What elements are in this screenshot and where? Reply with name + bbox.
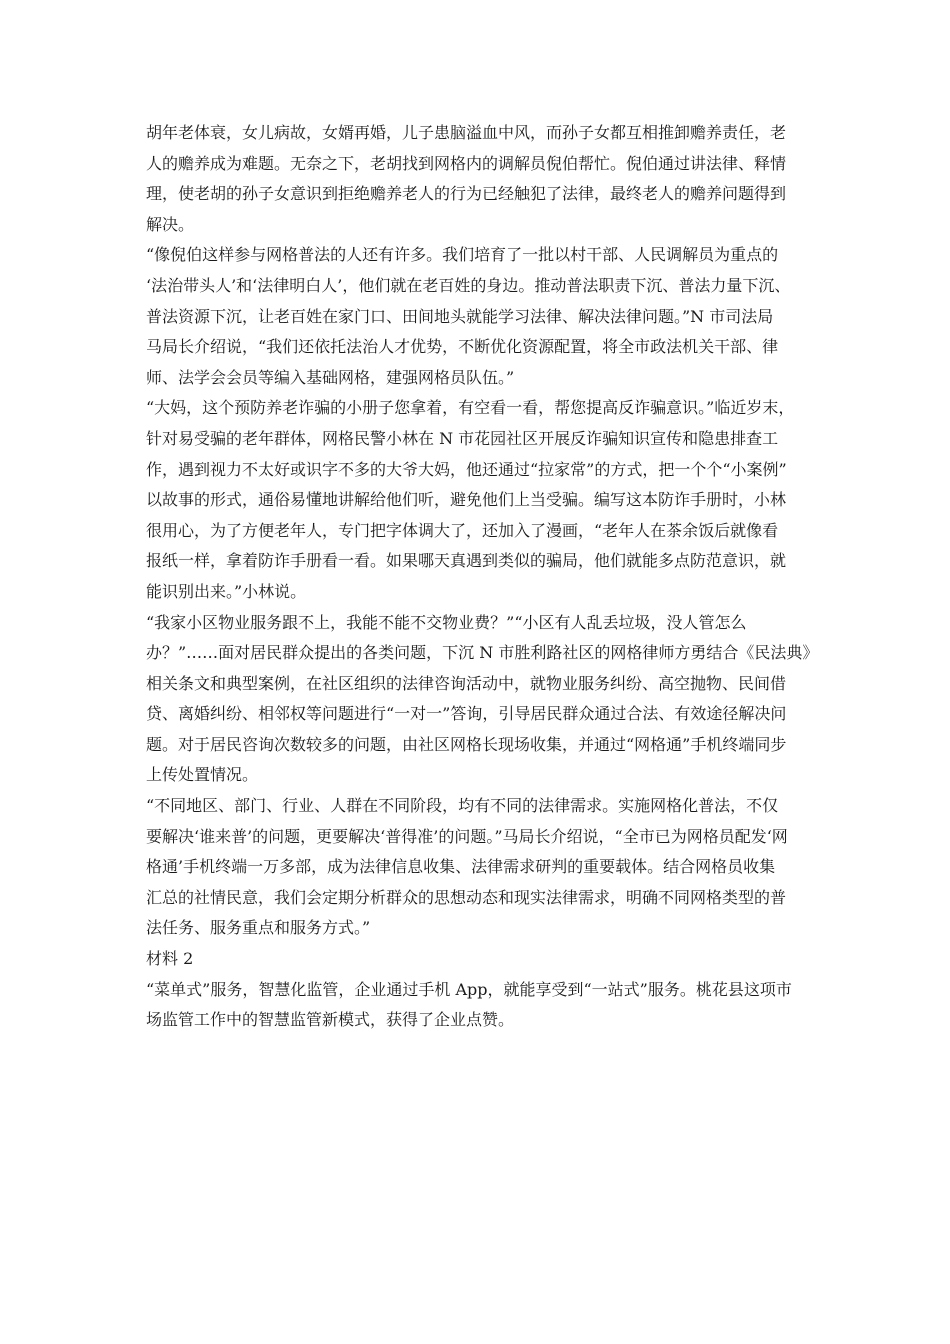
text-line: 能识别出来。”小林说。: [146, 581, 307, 601]
text-line: 马局长介绍说，“我们还依托法治人才优势，不断优化资源配置，将全市政法机关干部、律: [146, 337, 779, 357]
text-line: 贷、离婚纠纷、相邻权等问题进行“一对一”答询，引导居民群众通过合法、有效途径解决问: [146, 704, 787, 724]
text-line: 场监管工作中的智慧监管新模式，获得了企业点赞。: [146, 1010, 515, 1030]
text-line: 普法资源下沉，让老百姓在家门口、田间地头就能学习法律、解决法律问题。”N 市司法局: [146, 306, 774, 326]
text-line: 相关条文和典型案例，在社区组织的法律咨询活动中，就物业服务纠纷、高空抛物、民间借: [146, 673, 787, 693]
text-line: 很用心，为了方便老年人，专门把字体调大了，还加入了漫画，“老年人在茶余饭后就像看: [146, 520, 779, 540]
text-line: “像倪伯这样参与网格普法的人还有许多。我们培育了一批以村干部、人民调解员为重点的: [146, 245, 779, 265]
text-line: 作，遇到视力不太好或识字不多的大爷大妈，他还通过“拉家常”的方式，把一个个“小案例”: [146, 459, 787, 479]
text-line: 题。对于居民咨询次数较多的问题，由社区网格长现场收集，并通过“网格通”手机终端同步: [146, 734, 787, 754]
text-line: 师、法学会会员等编入基础网格，建强网格员队伍。”: [146, 367, 515, 387]
text-line: 以故事的形式，通俗易懂地讲解给他们听，避免他们上当受骗。编写这本防诈手册时，小林: [146, 490, 787, 510]
text-line: 材料 2: [146, 949, 194, 969]
text-line: 解决。: [146, 214, 195, 234]
text-line: 汇总的社情民意，我们会定期分析群众的思想动态和现实法律需求，明确不同网格类型的普: [146, 887, 787, 907]
text-line: 理，使老胡的孙子女意识到拒绝赡养老人的行为已经触犯了法律，最终老人的赡养问题得到: [146, 184, 787, 204]
text-line: 人的赡养成为难题。无奈之下，老胡找到网格内的调解员倪伯帮忙。倪伯通过讲法律、释情: [146, 153, 787, 173]
document-body: [146, 118, 906, 1036]
text-line: 办？”……面对居民群众提出的各类问题，下沉 N 市胜利路社区的网格律师方勇结合《民法典》: [146, 643, 819, 663]
text-line: “我家小区物业服务跟不上，我能不能不交物业费？”“小区有人乱丢垃圾，没人管怎么: [146, 612, 747, 632]
text-line: “大妈，这个预防养老诈骗的小册子您拿着，有空看一看，帮您提高反诈骗意识。”临近岁末，: [146, 398, 795, 418]
text-line: 上传处置情况。: [146, 765, 259, 785]
text-line: ‘法治带头人’和‘法律明白人’，他们就在老百姓的身边。推动普法职责下沉、普法力量下沉、: [146, 275, 791, 295]
text-line: 针对易受骗的老年群体，网格民警小林在 N 市花园社区开展反诈骗知识宣传和隐患排查工: [146, 428, 779, 448]
text-line: “不同地区、部门、行业、人群在不同阶段，均有不同的法律需求。实施网格化普法，不仅: [146, 796, 779, 816]
text-line: 胡年老体衰，女儿病故，女婿再婚，儿子患脑溢血中风，而孙子女都互相推卸赡养责任，老: [146, 123, 787, 142]
text-line: 报纸一样，拿着防诈手册看一看。如果哪天真遇到类似的骗局，他们就能多点防范意识，就: [146, 551, 787, 571]
text-line: 要解决‘谁来普’的问题，更要解决‘普得准’的问题。”马局长介绍说，“全市已为网格员配发‘网: [146, 826, 788, 846]
text-line: 格通’手机终端一万多部，成为法律信息收集、法律需求研判的重要载体。结合网格员收集: [146, 857, 776, 877]
text-line: “菜单式”服务，智慧化监管，企业通过手机 App，就能享受到“一站式”服务。桃花县这项市: [146, 979, 792, 999]
text-line: 法任务、服务重点和服务方式。”: [146, 918, 371, 938]
